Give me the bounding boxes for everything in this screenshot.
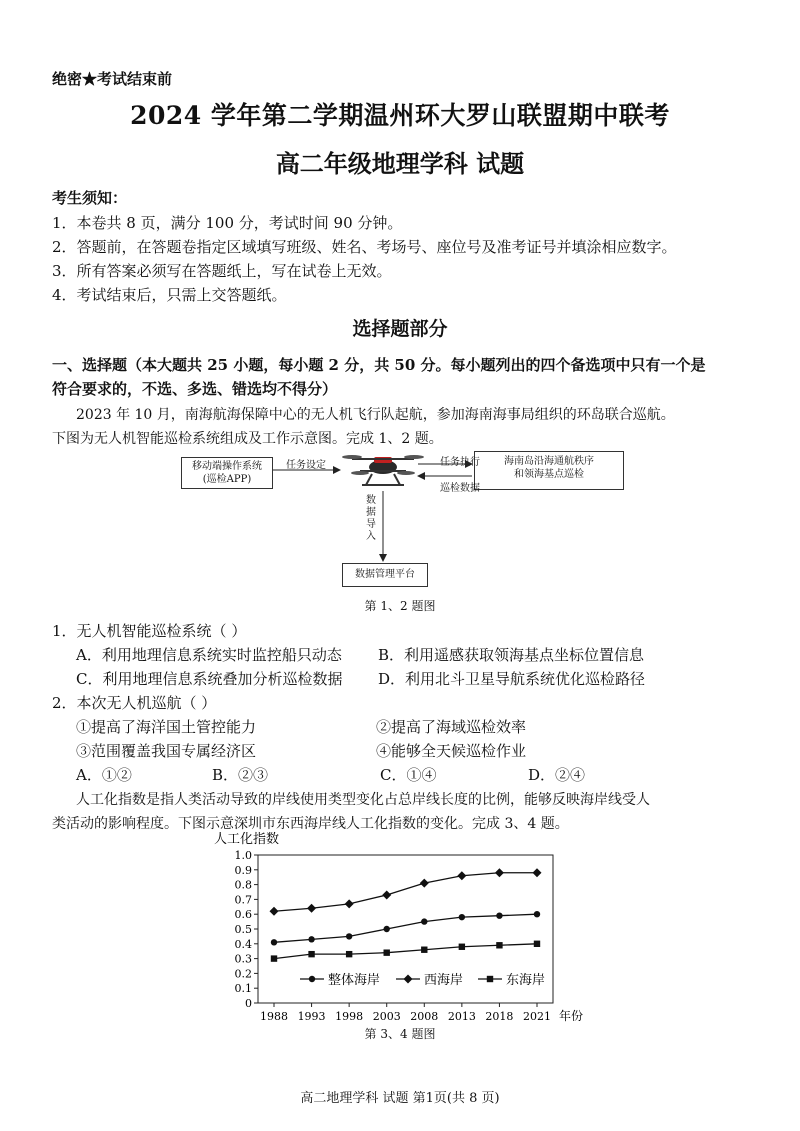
data-point: [382, 890, 391, 899]
legend-marker: [487, 976, 493, 982]
data-point: [459, 944, 465, 950]
data-point: [345, 899, 354, 908]
data-point: [308, 951, 314, 957]
q2-statement-3: ③范围覆盖我国专属经济区: [76, 742, 257, 760]
data-point: [496, 942, 502, 948]
q1-option-d: D．利用北斗卫星导航系统优化巡检路径: [378, 670, 646, 688]
task-set-label: 任务设定: [286, 460, 326, 471]
x-axis-label: 年份: [559, 1009, 584, 1023]
data-point: [459, 914, 465, 920]
exam-title: 2024 学年第二学期温州环大罗山联盟期中联考: [130, 101, 670, 130]
legend-marker: [309, 976, 315, 982]
q2-statement-4: ④能够全天候巡检作业: [376, 742, 527, 760]
data-point: [421, 947, 427, 953]
task-exec-label: 任务执行: [440, 457, 480, 468]
y-axis-label: 人工化指数: [214, 832, 280, 847]
x-tick-label: 2021: [523, 1010, 551, 1023]
y-tick-label: 0.7: [234, 893, 252, 907]
y-tick-label: 0.8: [234, 878, 252, 892]
notice-item: 1．本卷共 8 页，满分 100 分，考试时间 90 分钟。: [52, 214, 403, 232]
x-tick-label: 1993: [297, 1010, 326, 1023]
exam-subtitle: 高二年级地理学科 试题: [275, 149, 525, 178]
patrol-data-label: 巡检数据: [440, 483, 480, 494]
data-point: [308, 936, 314, 942]
x-tick-label: 2003: [372, 1010, 401, 1023]
legend-label: 整体海岸: [328, 973, 381, 988]
data-point: [534, 911, 540, 917]
section-title: 选择题部分: [352, 318, 448, 340]
data-point: [271, 939, 277, 945]
data-point: [533, 868, 542, 877]
y-tick-label: 0.2: [234, 967, 252, 981]
q1-option-b: B．利用遥感获取领海基点坐标位置信息: [378, 646, 645, 664]
y-tick-label: 0.3: [234, 952, 252, 966]
diagram-arrows: [0, 445, 800, 615]
data-point: [534, 941, 540, 947]
coastline-chart: [0, 825, 800, 1040]
data-point: [457, 871, 466, 880]
drone-icon: [342, 455, 424, 485]
notice-item: 2．答题前，在答题卷指定区域填写班级、姓名、考场号、座位号及准考证号并填涂相应数字。: [52, 238, 677, 256]
q2-option-d: D．②④: [528, 766, 586, 784]
x-tick-label: 2018: [485, 1010, 514, 1023]
legend-label: 东海岸: [506, 973, 546, 988]
q2-statement-2: ②提高了海域巡检效率: [376, 718, 527, 736]
mobile-app-box: 移动端操作系统 (巡检APP): [181, 457, 273, 489]
data-point: [270, 907, 279, 916]
passage-1-line: 2023 年 10 月，南海航海保障中心的无人机飞行队起航，参加海南海事局组织的环岛联合巡航。: [76, 407, 675, 423]
x-tick-label: 2013: [447, 1010, 476, 1023]
confidential-mark: 绝密★考试结束前: [52, 70, 173, 88]
q1-option-a: A．利用地理信息系统实时监控船只动态: [76, 646, 342, 664]
legend-label: 西海岸: [424, 973, 464, 988]
series-line: [274, 873, 537, 911]
page-footer: 高二地理学科 试题 第1页(共 8 页): [300, 1091, 500, 1106]
section-instruction: 一、选择题（本大题共 25 小题，每小题 2 分，共 50 分。每小题列出的四个备选项中只有一个是: [52, 356, 706, 374]
patrol-target-box: 海南岛沿海通航秩序 和领海基点巡检: [474, 451, 624, 490]
q2-option-a: A．①②: [76, 766, 132, 784]
data-point: [420, 879, 429, 888]
chart-caption: 第 3、4 题图: [364, 1027, 436, 1041]
notice-heading: 考生须知：: [52, 189, 128, 207]
x-tick-label: 2008: [410, 1010, 439, 1023]
y-tick-label: 0.5: [234, 923, 252, 936]
passage-2-line: 类活动的影响程度。下图示意深圳市东西海岸线人工化指数的变化。完成 3、4 题。: [52, 816, 569, 832]
data-point: [384, 949, 390, 955]
passage-2-line: 人工化指数是指人类活动导致的岸线使用类型变化占总岸线长度的比例，能够反映海岸线受人: [76, 792, 650, 808]
y-tick-label: 0.9: [234, 863, 252, 877]
data-point: [421, 918, 427, 924]
data-point: [346, 933, 352, 939]
legend-marker: [404, 975, 413, 984]
x-tick-label: 1998: [335, 1010, 364, 1023]
data-point: [346, 951, 352, 957]
section-instruction: 符合要求的，不选、多选、错选均不得分）: [52, 380, 338, 398]
data-import-label: 数据导入: [366, 495, 376, 542]
q2-option-b: B．②③: [212, 766, 269, 784]
q1-option-c: C．利用地理信息系统叠加分析巡检数据: [76, 670, 343, 688]
y-tick-label: 0.1: [234, 982, 252, 996]
passage-1-line: 下图为无人机智能巡检系统组成及工作示意图。完成 1、2 题。: [52, 431, 443, 447]
y-tick-label: 0.4: [234, 937, 252, 951]
data-point: [496, 912, 502, 918]
question-2-stem: 2．本次无人机巡航（ ）: [52, 694, 217, 712]
data-platform-box: 数据管理平台: [342, 563, 428, 587]
notice-item: 4．考试结束后，只需上交答题纸。: [52, 286, 287, 304]
question-1-stem: 1．无人机智能巡检系统（ ）: [52, 622, 247, 640]
y-tick-label: 1.0: [234, 849, 252, 862]
diagram-caption: 第 1、2 题图: [364, 599, 436, 613]
q2-statement-1: ①提高了海洋国土管控能力: [76, 718, 257, 736]
y-tick-label: 0.6: [234, 908, 252, 922]
data-point: [384, 926, 390, 932]
x-tick-label: 1988: [260, 1010, 288, 1023]
notice-item: 3．所有答案必须写在答题纸上，写在试卷上无效。: [52, 262, 392, 280]
data-point: [495, 868, 504, 877]
data-point: [271, 955, 277, 961]
data-point: [307, 904, 316, 913]
q2-option-c: C．①④: [380, 766, 437, 784]
system-diagram: [0, 445, 800, 615]
y-tick-label: 0: [245, 997, 252, 1010]
